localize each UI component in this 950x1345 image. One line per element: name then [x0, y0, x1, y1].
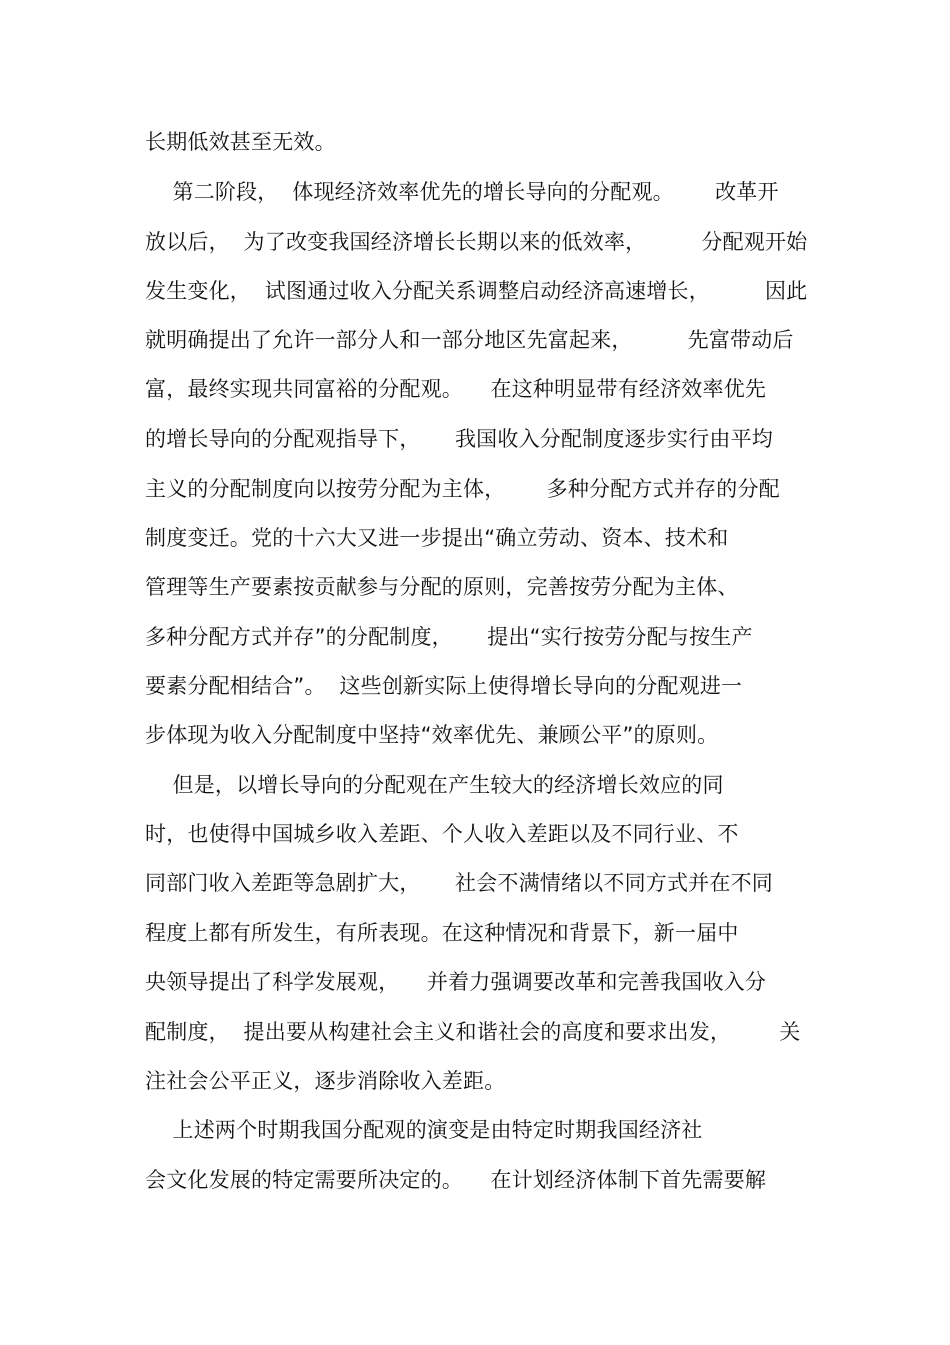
text-line: 上述两个时期我国分配观的演变是由特定时期我国经济社	[145, 1118, 703, 1142]
text-line: 管理等生产要素按贡献参与分配的原则，完善按劳分配为主体、	[145, 575, 739, 599]
text-line: 央领导提出了科学发展观， 并着力强调要改革和完善我国收入分	[145, 970, 767, 994]
text-line: 的增长导向的分配观指导下， 我国收入分配制度逐步实行由平均	[145, 427, 773, 451]
text-line: 会文化发展的特定需要所决定的。 在计划经济体制下首先需要解	[145, 1168, 767, 1192]
text-line: 第二阶段， 体现经济效率优先的增长导向的分配观。 改革开	[145, 180, 779, 204]
text-line: 制度变迁。党的十六大又进一步提出“确立劳动、资本、技术和	[145, 526, 729, 550]
text-line: 注社会公平正义，逐步消除收入差距。	[145, 1069, 506, 1093]
text-line: 时，也使得中国城乡收入差距、个人收入差距以及不同行业、不	[145, 822, 739, 846]
text-line: 配制度， 提出要从构建社会主义和谐社会的高度和要求出发， 关	[145, 1020, 801, 1044]
text-line: 同部门收入差距等急剧扩大， 社会不满情绪以不同方式并在不同	[145, 871, 773, 895]
text-line: 要素分配相结合”。 这些创新实际上使得增长导向的分配观进一	[145, 674, 743, 698]
text-line: 富，最终实现共同富裕的分配观。 在这种明显带有经济效率优先	[145, 377, 767, 401]
text-line: 步体现为收入分配制度中坚持“效率优先、兼顾公平”的原则。	[145, 723, 719, 747]
text-line: 主义的分配制度向以按劳分配为主体， 多种分配方式并存的分配	[145, 477, 780, 501]
text-line: 程度上都有所发生，有所表现。在这种情况和背景下，新一届中	[145, 921, 739, 945]
text-line: 发生变化， 试图通过收入分配关系调整启动经济高速增长， 因此	[145, 279, 808, 303]
text-line: 就明确提出了允许一部分人和一部分地区先富起来， 先富带动后	[145, 328, 794, 352]
text-line: 长期低效甚至无效。	[145, 130, 336, 154]
text-line: 但是，以增长导向的分配观在产生较大的经济增长效应的同	[145, 773, 724, 797]
text-line: 放以后， 为了改变我国经济增长长期以来的低效率， 分配观开始	[145, 230, 808, 254]
text-line: 多种分配方式并存”的分配制度， 提出“实行按劳分配与按生产	[145, 625, 753, 649]
